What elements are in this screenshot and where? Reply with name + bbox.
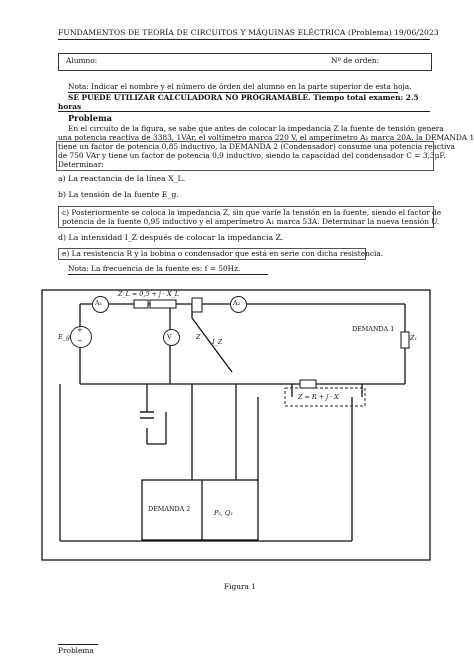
exam-date: 19/06/2023 bbox=[394, 28, 439, 37]
course-title: FUNDAMENTOS DE TEORÍA DE CIRCUITOS Y MÁQUINAS ELÉCTRICA (Problema) bbox=[58, 28, 392, 37]
problem-paragraph-4: de 750 VAr y tiene un factor de potencia 0,9 inductivo, siendo la capacidad del condensador C = 3,3μF. bbox=[58, 151, 446, 160]
footer-label: Problema bbox=[58, 646, 94, 655]
z-label: Z bbox=[196, 333, 201, 341]
demand1-label: DEMANDA 1 bbox=[352, 325, 395, 333]
problem-paragraph-5: Determinar: bbox=[58, 160, 104, 169]
problem-paragraph-3: tiene un factor de potencia 0,85 inductivo, la DEMANDA 2 (Condensador) consume una potencia reactiva bbox=[58, 142, 455, 151]
question-a: a) La reactancia de la línea X_L. bbox=[58, 174, 186, 183]
calc-line: SE PUEDE UTILIZAR CALCULADORA NO PROGRAMABLE. Tiempo total examen: 2.5 bbox=[68, 93, 419, 102]
problem-paragraph-1: En el circuito de la figura, se sabe que antes de colocar la impedancia Z la fuente de tensión genera bbox=[68, 124, 444, 133]
question-c-line-1: c) Posteriormente se coloca la impedancia Z, sin que varíe la tensión en la fuente, siendo el factor de bbox=[62, 208, 442, 217]
source-label: E_g bbox=[58, 333, 70, 341]
student-name-label: Alumno: bbox=[66, 56, 98, 65]
question-c-line-2: potencia de la fuente 0,95 inductivo y el amperímetro A₁ marca 53A. Determinar la nueva tensión U. bbox=[62, 217, 440, 226]
line-impedance-label: Z_L = 0,5 + j · X_L bbox=[118, 290, 179, 298]
source-minus-icon: − bbox=[77, 337, 83, 345]
p2q2-label: P₂, Q₂ bbox=[214, 509, 233, 517]
question-d: d) La intensidad I_Z después de colocar la impedancia Z. bbox=[58, 233, 284, 242]
ammeter-a2-label: A₂ bbox=[233, 299, 241, 307]
note-line: Nota: Indicar el nombre y el número de órden del alumno en la parte superior de esta hoja. bbox=[68, 82, 412, 91]
iz-label: I_Z bbox=[212, 338, 223, 346]
figure-caption: Figura 1 bbox=[224, 582, 256, 591]
footer-rule bbox=[58, 644, 98, 645]
z-rx-label: Z = R + j · X bbox=[298, 393, 339, 401]
z1-label: Z₁ bbox=[410, 334, 418, 342]
voltmeter-label: V bbox=[167, 333, 172, 341]
question-e: e) La resistencia R y la bobina o condensador que está en serie con dicha resistencia. bbox=[62, 249, 384, 258]
frequency-note: Nota: La frecuencia de la fuente es: f = 50Hz. bbox=[68, 264, 241, 273]
question-b: b) La tensión de la fuente E_g. bbox=[58, 190, 179, 199]
demand2-label: DEMANDA 2 bbox=[148, 505, 191, 513]
problem-paragraph-2: una potencia reactiva de 3383, 1VAr, el voltímetro marca 220 V, el amperímetro A₁ marca 20A, la DEMANDA 1 bbox=[58, 133, 474, 142]
problem-heading: Problema bbox=[68, 113, 112, 123]
calc-line-2: horas bbox=[58, 102, 82, 111]
order-number-label: Nº de orden: bbox=[331, 56, 380, 65]
ammeter-a1-label: A₁ bbox=[95, 299, 103, 307]
source-plus-icon: + bbox=[77, 326, 83, 334]
